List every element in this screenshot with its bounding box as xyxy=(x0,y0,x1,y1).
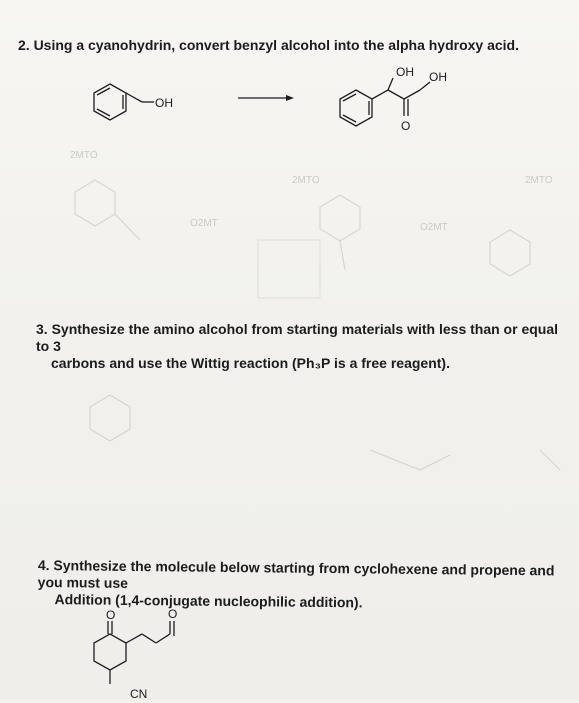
question-4-text xyxy=(37,557,578,614)
ketone-oxygen-label: O xyxy=(106,608,116,622)
carbonyl-oxygen-label: O xyxy=(401,119,411,133)
acid-hydroxyl-label: OH xyxy=(429,70,447,84)
benzyl-alcohol-structure xyxy=(90,78,210,138)
question-3-text xyxy=(36,321,566,372)
bleed-through-text: 2MTO xyxy=(525,175,553,186)
nitrile-label: CN xyxy=(130,687,148,701)
bleed-through-text: O2MT xyxy=(190,218,218,229)
bleed-through-text: 2MTO xyxy=(70,150,98,161)
bleed-through-text: O2MT xyxy=(420,222,448,233)
question-3-line-2: carbons and use the Wittig reaction (Ph₃P is a free reagent). xyxy=(51,355,450,371)
aldehyde-oxygen-label: O xyxy=(168,607,178,621)
alpha-hydroxyl-label: OH xyxy=(396,65,414,79)
question-4-line-2: Addition (1,4-conjugate nucleophilic addition). xyxy=(54,591,363,611)
alpha-hydroxy-acid-structure xyxy=(338,58,498,148)
bleed-through-text: 2MTO xyxy=(292,175,320,186)
q4-target-molecule-structure xyxy=(90,608,230,703)
benzyl-alcohol-oh-label: OH xyxy=(155,96,173,110)
question-4-line-1: 4. Synthesize the molecule below starting from cyclohexene and propene and you must use xyxy=(37,557,555,591)
question-2-text: 2. Using a cyanohydrin, convert benzyl alcohol into the alpha hydroxy acid. xyxy=(18,37,519,53)
question-3-line-1: 3. Synthesize the amino alcohol from starting materials with less than or equal to 3 xyxy=(36,321,559,354)
reaction-arrow xyxy=(236,92,296,104)
